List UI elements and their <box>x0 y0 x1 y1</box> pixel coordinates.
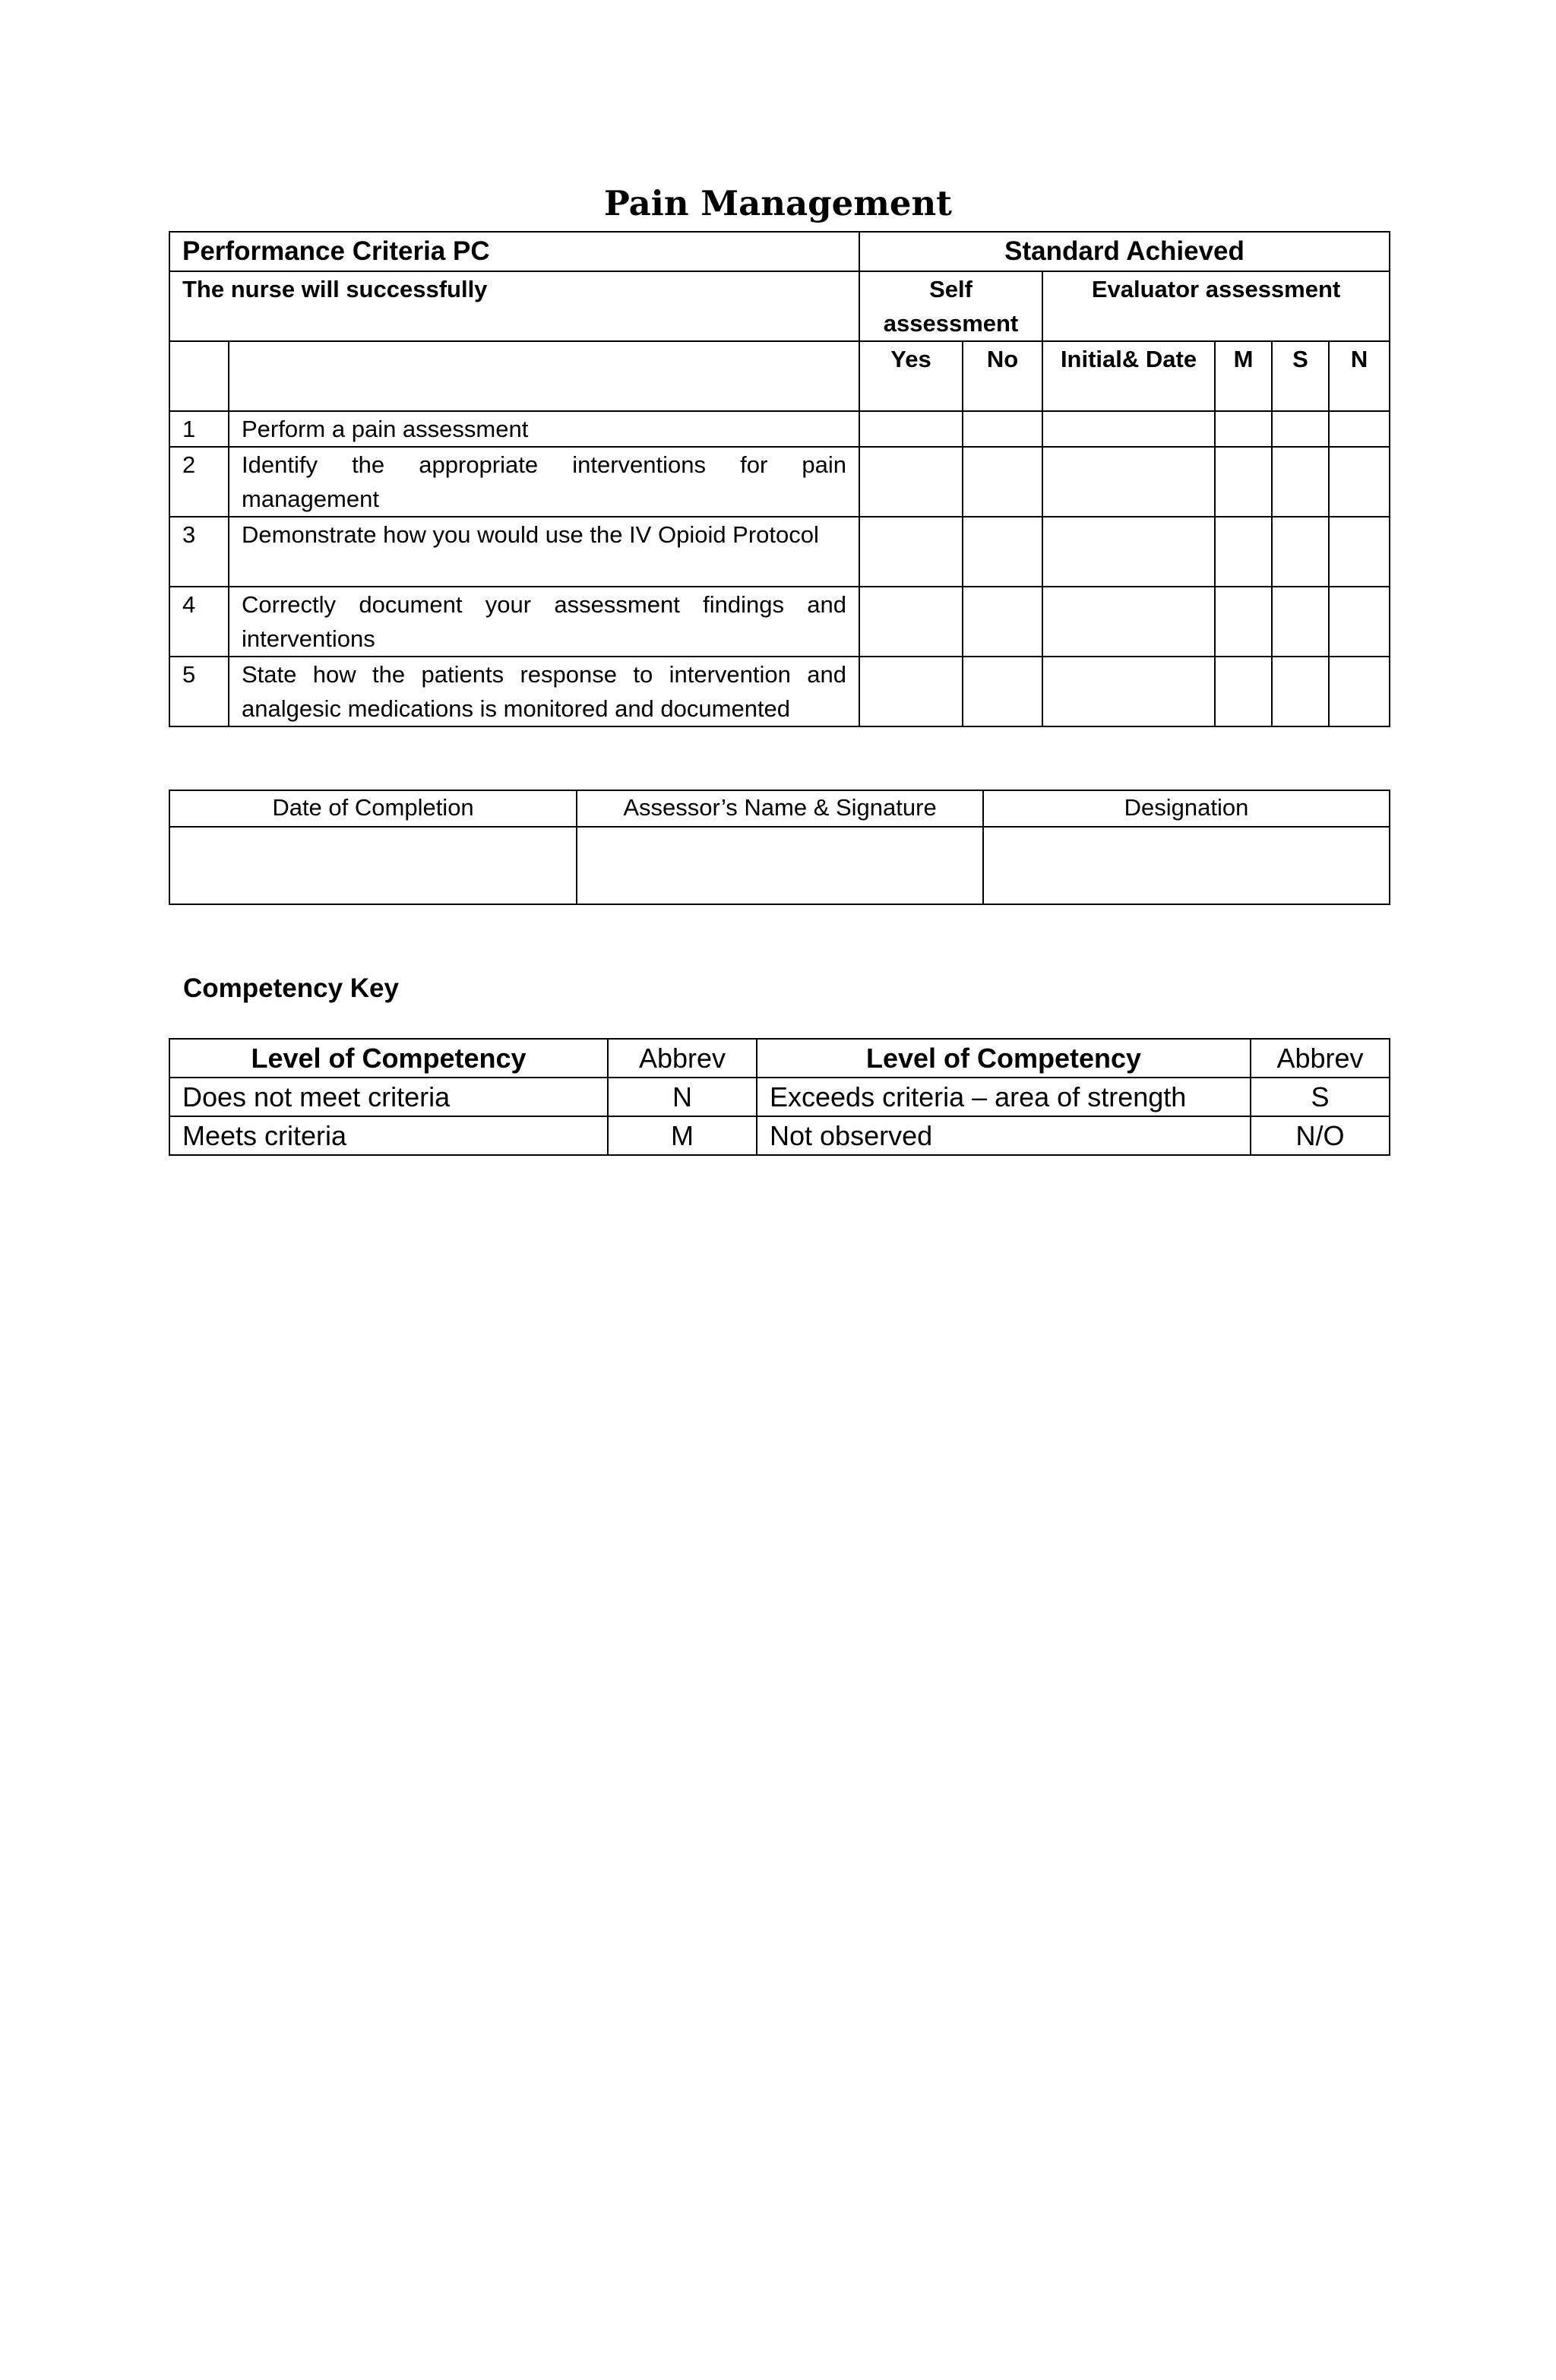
m-cell[interactable] <box>1215 587 1272 657</box>
no-cell[interactable] <box>963 517 1042 587</box>
s-cell[interactable] <box>1272 447 1329 517</box>
competency-level: Meets criteria <box>169 1116 608 1155</box>
s-cell[interactable] <box>1272 657 1329 726</box>
criteria-text: State how the patients response to intervention and analgesic medications is monitored and documented <box>229 657 859 726</box>
standard-achieved-header: Standard Achieved <box>859 232 1390 271</box>
s-column-header: S <box>1272 341 1329 411</box>
n-cell[interactable] <box>1329 587 1390 657</box>
competency-abbrev: S <box>1251 1078 1390 1116</box>
abbrev-header: Abbrev <box>1251 1039 1390 1078</box>
criteria-number: 5 <box>169 657 229 726</box>
date-of-completion-field[interactable] <box>169 827 577 904</box>
n-cell[interactable] <box>1329 411 1390 447</box>
m-cell[interactable] <box>1215 657 1272 726</box>
initial-date-cell[interactable] <box>1042 587 1215 657</box>
competency-key-title: Competency Key <box>183 973 399 1003</box>
competency-key-row <box>169 1116 1390 1155</box>
date-of-completion-header: Date of Completion <box>169 790 577 827</box>
criteria-row <box>169 447 1390 517</box>
yes-cell[interactable] <box>859 411 963 447</box>
criteria-row <box>169 657 1390 726</box>
n-cell[interactable] <box>1329 447 1390 517</box>
empty-criteria-header-cell <box>229 341 859 411</box>
designation-header: Designation <box>983 790 1390 827</box>
initial-date-cell[interactable] <box>1042 517 1215 587</box>
competency-abbrev: N <box>608 1078 757 1116</box>
competency-key-table <box>169 1038 1390 1156</box>
performance-criteria-table <box>169 231 1390 727</box>
yes-column-header: Yes <box>859 341 963 411</box>
no-cell[interactable] <box>963 657 1042 726</box>
criteria-text: Demonstrate how you would use the IV Opioid Protocol <box>229 517 859 587</box>
page-title: Pain Management <box>604 183 952 223</box>
competency-abbrev: N/O <box>1251 1116 1390 1155</box>
assessor-name-signature-header: Assessor’s Name & Signature <box>577 790 983 827</box>
m-cell[interactable] <box>1215 447 1272 517</box>
no-cell[interactable] <box>963 411 1042 447</box>
criteria-row <box>169 587 1390 657</box>
competency-level: Does not meet criteria <box>169 1078 608 1116</box>
evaluator-assessment-header: Evaluator assessment <box>1042 271 1390 341</box>
criteria-text: Identify the appropriate interventions for pain management <box>229 447 859 517</box>
signoff-table <box>169 790 1390 905</box>
m-cell[interactable] <box>1215 411 1272 447</box>
self-assessment-header: Self assessment <box>859 271 1042 341</box>
yes-cell[interactable] <box>859 517 963 587</box>
no-cell[interactable] <box>963 587 1042 657</box>
initial-date-cell[interactable] <box>1042 447 1215 517</box>
performance-criteria-header: Performance Criteria PC <box>169 232 859 271</box>
assessor-signature-field[interactable] <box>577 827 983 904</box>
empty-number-header-cell <box>169 341 229 411</box>
yes-cell[interactable] <box>859 447 963 517</box>
initial-date-cell[interactable] <box>1042 411 1215 447</box>
yes-cell[interactable] <box>859 657 963 726</box>
no-cell[interactable] <box>963 447 1042 517</box>
designation-field[interactable] <box>983 827 1390 904</box>
n-column-header: N <box>1329 341 1390 411</box>
competency-level: Not observed <box>757 1116 1251 1155</box>
criteria-text: Perform a pain assessment <box>229 411 859 447</box>
m-column-header: M <box>1215 341 1272 411</box>
s-cell[interactable] <box>1272 587 1329 657</box>
n-cell[interactable] <box>1329 657 1390 726</box>
m-cell[interactable] <box>1215 517 1272 587</box>
s-cell[interactable] <box>1272 517 1329 587</box>
abbrev-header: Abbrev <box>608 1039 757 1078</box>
criteria-number: 2 <box>169 447 229 517</box>
competency-level: Exceeds criteria – area of strength <box>757 1078 1251 1116</box>
s-cell[interactable] <box>1272 411 1329 447</box>
competency-key-row <box>169 1078 1390 1116</box>
n-cell[interactable] <box>1329 517 1390 587</box>
level-of-competency-header: Level of Competency <box>757 1039 1251 1078</box>
initial-date-column-header: Initial& Date <box>1042 341 1215 411</box>
level-of-competency-header: Level of Competency <box>169 1039 608 1078</box>
yes-cell[interactable] <box>859 587 963 657</box>
criteria-number: 3 <box>169 517 229 587</box>
criteria-row <box>169 517 1390 587</box>
criteria-number: 4 <box>169 587 229 657</box>
nurse-will-successfully-header: The nurse will successfully <box>169 271 859 341</box>
initial-date-cell[interactable] <box>1042 657 1215 726</box>
criteria-text: Correctly document your assessment findings and interventions <box>229 587 859 657</box>
competency-abbrev: M <box>608 1116 757 1155</box>
no-column-header: No <box>963 341 1042 411</box>
criteria-number: 1 <box>169 411 229 447</box>
criteria-row <box>169 411 1390 447</box>
